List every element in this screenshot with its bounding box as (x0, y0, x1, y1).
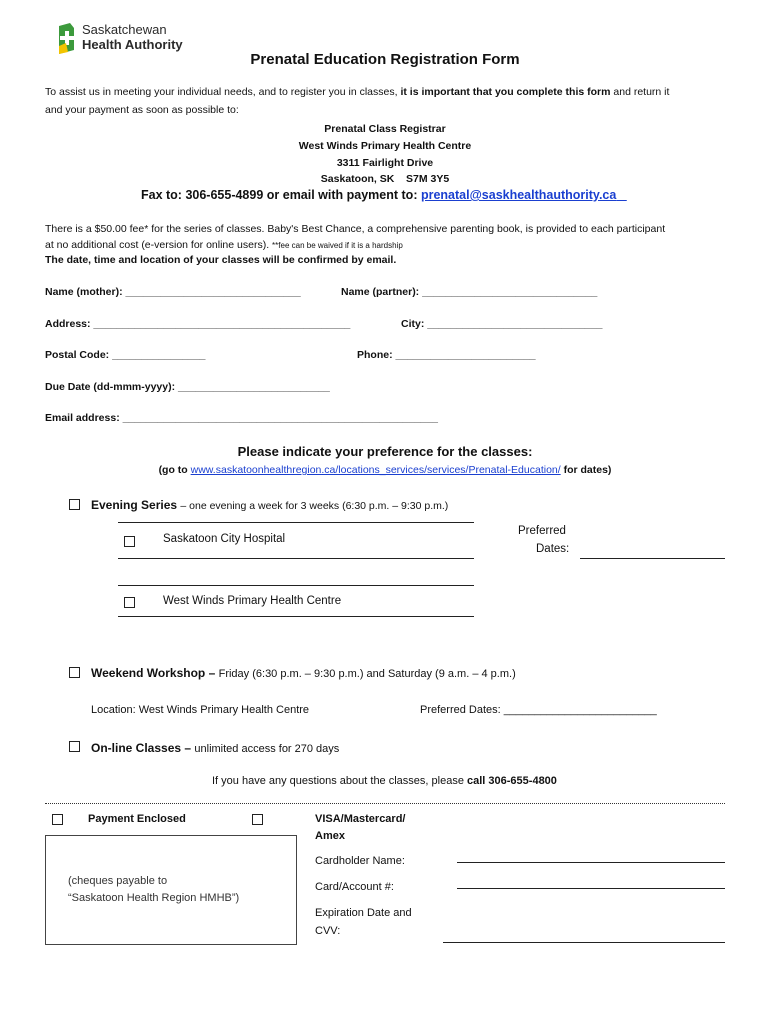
page-title: Prenatal Education Registration Form (250, 51, 520, 68)
intro-part2: and return it (613, 86, 670, 98)
evening-series-row (91, 498, 448, 512)
preferred-label-2: Dates: (536, 543, 570, 555)
intro-line1 (45, 86, 669, 98)
divider (118, 558, 474, 559)
weekend-location: Location: West Winds Primary Health Centre (91, 704, 310, 716)
dotted-separator (45, 803, 725, 804)
saskatoon-city-hospital-label: Saskatoon City Hospital (163, 533, 286, 545)
fee-line2 (45, 239, 403, 251)
weekend-workshop-desc: Friday (6:30 p.m. – 9:30 p.m.) and Saturday (9 a.m. – 4 p.m.) (218, 668, 516, 680)
go-to-text: (go to (158, 464, 188, 476)
divider (118, 616, 474, 617)
online-classes-checkbox[interactable] (69, 741, 80, 752)
fee-note: **fee can be waived if it is a hardship (272, 241, 403, 250)
weekend-workshop-row (91, 666, 516, 680)
card-label-1: VISA/Mastercard/ (315, 813, 406, 825)
expiry-label-2: CVV: (315, 925, 341, 937)
intro-line2: and your payment as soon as possible to: (45, 104, 239, 116)
card-account-input-line[interactable] (457, 888, 725, 889)
fee-confirm: The date, time and location of your classes will be confirmed by email. (45, 254, 397, 266)
card-payment-checkbox[interactable] (252, 814, 263, 825)
intro-bold: it is important that you complete this form (400, 86, 611, 98)
expiry-input-line[interactable] (443, 942, 725, 943)
evening-series-checkbox[interactable] (69, 499, 80, 510)
cheque-note-1: (cheques payable to (68, 875, 168, 887)
address-centre: West Winds Primary Health Centre (298, 140, 472, 152)
online-classes-label: On-line Classes – (91, 741, 192, 755)
for-dates-text: for dates) (563, 464, 612, 476)
evening-series-label: Evening Series (91, 498, 178, 512)
address-street: 3311 Fairlight Drive (336, 157, 434, 169)
expiry-label-1: Expiration Date and (315, 907, 412, 919)
preference-heading: Please indicate your preference for the classes: (237, 444, 533, 459)
fee-line1: There is a $50.00 fee* for the series of classes. Baby's Best Chance, a comprehensive parenting book, is provided to each participant (45, 223, 666, 235)
divider (118, 522, 474, 523)
divider (118, 585, 474, 586)
partner-name-field[interactable]: Name (partner): ______________________________ (341, 286, 598, 298)
fee-line2-text: at no additional cost (e-version for online users). (45, 239, 270, 251)
address-city: Saskatoon, SK S7M 3Y5 (320, 173, 450, 185)
questions-text: If you have any questions about the classes, please (212, 775, 464, 787)
card-account-label: Card/Account #: (315, 881, 394, 893)
due-date-field[interactable]: Due Date (dd-mmm-yyyy): __________________________ (45, 381, 330, 393)
cheque-box (45, 835, 297, 945)
card-label-2: Amex (315, 830, 345, 842)
address-field[interactable]: Address: ____________________________________________ (45, 318, 351, 330)
west-winds-label: West Winds Primary Health Centre (163, 595, 342, 607)
online-classes-row (91, 741, 339, 755)
fax-text: Fax to: 306-655-4899 or email with payment to: (141, 188, 418, 202)
cardholder-input-line[interactable] (457, 862, 725, 863)
questions-line (212, 775, 557, 787)
payment-enclosed-label: Payment Enclosed (88, 813, 186, 825)
preferred-label-1: Preferred (518, 525, 566, 537)
city-field[interactable]: City: ______________________________ (401, 318, 603, 330)
email-link-underline (616, 188, 626, 202)
cardholder-label: Cardholder Name: (315, 855, 405, 867)
mother-name-field[interactable]: Name (mother): ______________________________ (45, 286, 301, 298)
saskatoon-city-hospital-checkbox[interactable] (124, 536, 135, 547)
evening-series-desc: – one evening a week for 3 weeks (6:30 p.m. – 9:30 p.m.) (180, 500, 449, 512)
weekend-workshop-checkbox[interactable] (69, 667, 80, 678)
address-name: Prenatal Class Registrar (324, 123, 446, 135)
email-link[interactable]: prenatal@saskhealthauthority.ca (420, 188, 617, 202)
logo-line2: Health Authority (82, 37, 183, 52)
postal-code-field[interactable]: Postal Code: ________________ (45, 349, 206, 361)
preferred-dates-input-line[interactable] (580, 558, 725, 559)
classes-url-link[interactable]: www.saskatoonhealthregion.ca/locations_services/services/Prenatal-Education/ (190, 464, 561, 476)
intro-part1: To assist us in meeting your individual needs, and to register you in classes, (45, 86, 398, 98)
weekend-preferred-dates-field[interactable]: Preferred Dates: _________________________ (420, 704, 657, 716)
preference-link-line (0, 464, 770, 476)
email-address-field[interactable]: Email address: ______________________________________________________ (45, 412, 438, 424)
west-winds-checkbox[interactable] (124, 597, 135, 608)
phone-field[interactable]: Phone: ________________________ (357, 349, 536, 361)
payment-enclosed-checkbox[interactable] (52, 814, 63, 825)
online-classes-desc: unlimited access for 270 days (194, 743, 340, 755)
weekend-workshop-label: Weekend Workshop – (91, 666, 216, 680)
questions-phone: call 306-655-4800 (467, 775, 557, 787)
fax-line (141, 188, 627, 202)
cheque-note-2: “Saskatoon Health Region HMHB”) (68, 892, 240, 904)
logo-line1: Saskatchewan (82, 22, 167, 37)
